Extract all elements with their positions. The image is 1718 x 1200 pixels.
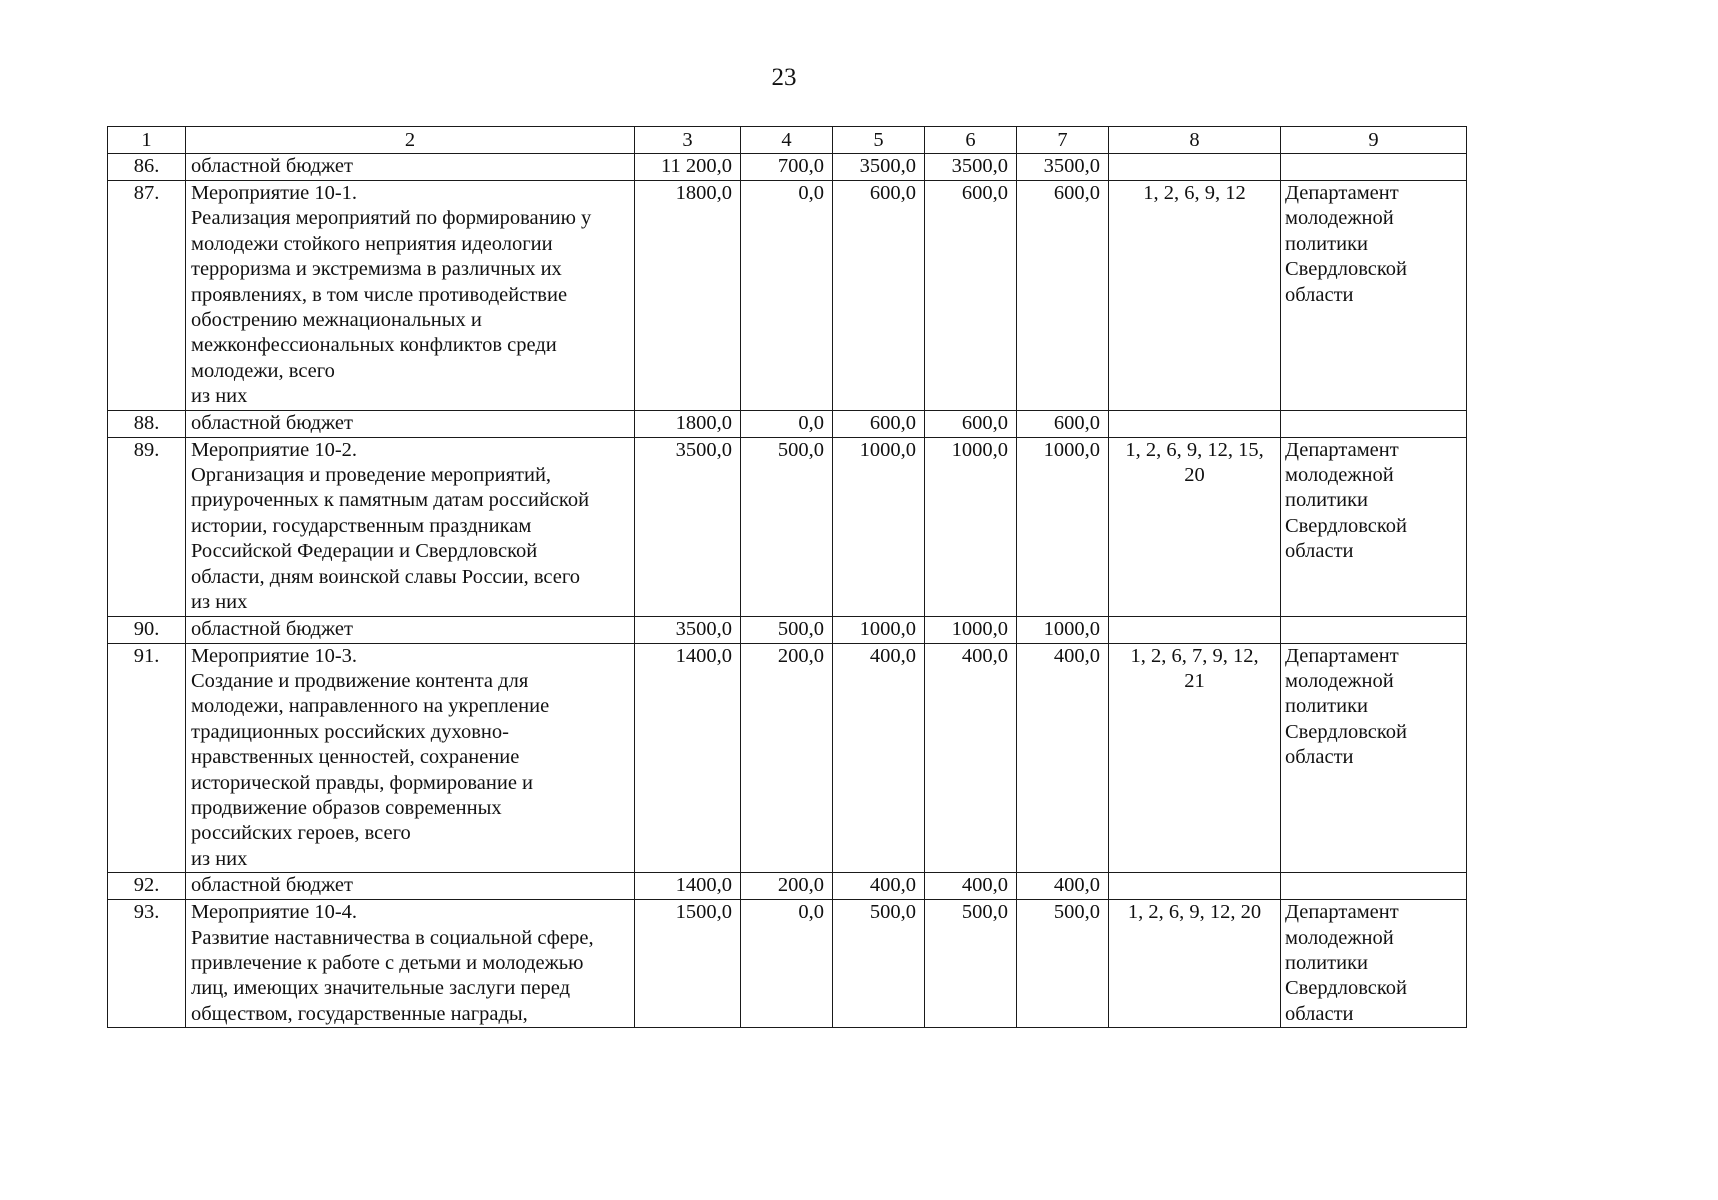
responsible-org-line: области bbox=[1285, 1002, 1354, 1025]
description-line: продвижение образов современных bbox=[191, 796, 502, 819]
description-line: обществом, государственные награды, bbox=[191, 1002, 528, 1025]
amount-cell: 1800,0 bbox=[635, 181, 741, 411]
row-number: 93. bbox=[108, 900, 186, 1028]
amount-cell: 500,0 bbox=[741, 616, 833, 643]
row-number: 88. bbox=[108, 410, 186, 437]
amount-cell: 1000,0 bbox=[1017, 616, 1109, 643]
description-line: традиционных российских духовно- bbox=[191, 720, 509, 743]
amount-cell: 0,0 bbox=[741, 410, 833, 437]
row-number: 86. bbox=[108, 154, 186, 181]
responsible-org-line: Департамент bbox=[1285, 901, 1399, 924]
amount-cell: 3500,0 bbox=[635, 616, 741, 643]
row-number: 87. bbox=[108, 181, 186, 411]
description-line: проявлениях, в том числе противодействие bbox=[191, 283, 568, 306]
amount-cell: 0,0 bbox=[741, 900, 833, 1028]
amount-cell: 3500,0 bbox=[635, 437, 741, 616]
amount-cell: 500,0 bbox=[925, 900, 1017, 1028]
responsible-org-cell bbox=[1281, 873, 1467, 900]
activity-row bbox=[108, 643, 1467, 873]
description-line: истории, государственным праздникам bbox=[191, 514, 532, 537]
description-line: областной бюджет bbox=[191, 155, 353, 177]
header-row bbox=[108, 127, 1467, 154]
row-number: 92. bbox=[108, 873, 186, 900]
description-line: Российской Федерации и Свердловской bbox=[191, 540, 538, 563]
amount-cell: 1000,0 bbox=[833, 616, 925, 643]
amount-cell: 500,0 bbox=[1017, 900, 1109, 1028]
target-indicators-cell bbox=[1109, 181, 1281, 411]
amount-cell: 500,0 bbox=[833, 900, 925, 1028]
amount-cell: 1000,0 bbox=[925, 437, 1017, 616]
target-indicators-cell bbox=[1109, 900, 1281, 1028]
amount-cell: 400,0 bbox=[925, 643, 1017, 873]
budget-row bbox=[108, 616, 1467, 643]
description-cell bbox=[186, 643, 635, 873]
responsible-org-line: Свердловской bbox=[1285, 514, 1408, 537]
amount-cell: 500,0 bbox=[741, 437, 833, 616]
column-header: 6 bbox=[925, 127, 1017, 154]
amount-cell: 1400,0 bbox=[635, 873, 741, 900]
description-line: молодежи, направленного на укрепление bbox=[191, 695, 550, 718]
description-line: обострению межнациональных и bbox=[191, 309, 482, 332]
description-line: Мероприятие 10-2. bbox=[191, 438, 358, 461]
description-line: областной бюджет bbox=[191, 411, 353, 434]
responsible-org-cell bbox=[1281, 643, 1467, 873]
description-line: молодежи, всего bbox=[191, 359, 335, 382]
description-line: из них bbox=[191, 385, 248, 408]
target-indicators-cell bbox=[1109, 643, 1281, 873]
responsible-org-line: политики bbox=[1285, 695, 1369, 718]
target-indicators-cell bbox=[1109, 873, 1281, 900]
responsible-org-cell bbox=[1281, 154, 1467, 181]
description-line: молодежи стойкого неприятия идеологии bbox=[191, 232, 553, 255]
amount-cell: 1000,0 bbox=[833, 437, 925, 616]
amount-cell: 700,0 bbox=[741, 154, 833, 181]
responsible-org-line: политики bbox=[1285, 232, 1369, 255]
amount-cell: 600,0 bbox=[833, 181, 925, 411]
description-line: Мероприятие 10-1. bbox=[191, 182, 358, 204]
description-line: из них bbox=[191, 847, 248, 870]
amount-cell: 3500,0 bbox=[925, 154, 1017, 181]
amount-cell: 11 200,0 bbox=[635, 154, 741, 181]
amount-cell: 400,0 bbox=[833, 643, 925, 873]
description-line: терроризма и экстремизма в различных их bbox=[191, 258, 562, 281]
column-header: 7 bbox=[1017, 127, 1109, 154]
description-line: приуроченных к памятным датам российской bbox=[191, 489, 590, 512]
description-line: области, дням воинской славы России, всего bbox=[191, 565, 580, 588]
responsible-org-line: Департамент bbox=[1285, 182, 1399, 204]
responsible-org-line: политики bbox=[1285, 489, 1369, 512]
responsible-org-line: области bbox=[1285, 540, 1354, 563]
description-cell bbox=[186, 154, 635, 181]
description-line: Организация и проведение мероприятий, bbox=[191, 464, 552, 487]
target-indicators-line: 1, 2, 6, 7, 9, 12, bbox=[1130, 644, 1259, 667]
amount-cell: 400,0 bbox=[1017, 643, 1109, 873]
description-line: межконфессиональных конфликтов среди bbox=[191, 334, 557, 357]
description-cell bbox=[186, 437, 635, 616]
description-line: нравственных ценностей, сохранение bbox=[191, 746, 520, 769]
responsible-org-cell bbox=[1281, 410, 1467, 437]
amount-cell: 1000,0 bbox=[925, 616, 1017, 643]
target-indicators-line: 1, 2, 6, 9, 12, 20 bbox=[1127, 901, 1262, 924]
responsible-org-line: Свердловской bbox=[1285, 720, 1408, 743]
responsible-org-line: Свердловской bbox=[1285, 977, 1408, 1000]
column-header: 8 bbox=[1109, 127, 1281, 154]
amount-cell: 200,0 bbox=[741, 643, 833, 873]
column-header: 5 bbox=[833, 127, 925, 154]
responsible-org-line: Департамент bbox=[1285, 644, 1399, 667]
responsible-org-line: молодежной bbox=[1285, 669, 1394, 692]
description-line: Реализация мероприятий по формированию у bbox=[191, 207, 592, 230]
description-line: исторической правды, формирование и bbox=[191, 771, 534, 794]
description-line: российских героев, всего bbox=[191, 822, 411, 845]
description-cell bbox=[186, 410, 635, 437]
responsible-org-line: области bbox=[1285, 283, 1354, 306]
activity-row bbox=[108, 437, 1467, 616]
column-header: 1 bbox=[108, 127, 186, 154]
description-cell bbox=[186, 873, 635, 900]
target-indicators-cell bbox=[1109, 437, 1281, 616]
responsible-org-line: Департамент bbox=[1285, 438, 1399, 461]
column-header: 4 bbox=[741, 127, 833, 154]
responsible-org-line: молодежной bbox=[1285, 926, 1394, 949]
responsible-org-line: молодежной bbox=[1285, 464, 1394, 487]
row-number: 91. bbox=[108, 643, 186, 873]
responsible-org-line: Свердловской bbox=[1285, 258, 1408, 281]
description-cell bbox=[186, 900, 635, 1028]
program-activities-table bbox=[107, 126, 1467, 1028]
description-line: из них bbox=[191, 591, 248, 614]
column-header: 3 bbox=[635, 127, 741, 154]
budget-row bbox=[108, 873, 1467, 900]
description-cell bbox=[186, 616, 635, 643]
target-indicators-line: 20 bbox=[1184, 464, 1205, 487]
amount-cell: 600,0 bbox=[925, 410, 1017, 437]
description-cell bbox=[186, 181, 635, 411]
target-indicators-cell bbox=[1109, 410, 1281, 437]
description-line: лиц, имеющих значительные заслуги перед bbox=[191, 977, 570, 1000]
description-line: областной бюджет bbox=[191, 874, 353, 897]
amount-cell: 400,0 bbox=[833, 873, 925, 900]
target-indicators-cell bbox=[1109, 616, 1281, 643]
amount-cell: 1800,0 bbox=[635, 410, 741, 437]
table-body bbox=[108, 127, 1467, 1028]
column-header: 2 bbox=[186, 127, 635, 154]
target-indicators-cell bbox=[1109, 154, 1281, 181]
amount-cell: 600,0 bbox=[1017, 181, 1109, 411]
responsible-org-cell bbox=[1281, 616, 1467, 643]
responsible-org-cell bbox=[1281, 900, 1467, 1028]
description-line: привлечение к работе с детьми и молодежью bbox=[191, 951, 584, 974]
amount-cell: 400,0 bbox=[925, 873, 1017, 900]
budget-row bbox=[108, 154, 1467, 181]
amount-cell: 600,0 bbox=[1017, 410, 1109, 437]
column-header: 9 bbox=[1281, 127, 1467, 154]
target-indicators-line: 1, 2, 6, 9, 12 bbox=[1143, 182, 1246, 204]
row-number: 89. bbox=[108, 437, 186, 616]
amount-cell: 600,0 bbox=[925, 181, 1017, 411]
description-line: Развитие наставничества в социальной сфере, bbox=[191, 926, 594, 949]
amount-cell: 0,0 bbox=[741, 181, 833, 411]
description-line: Мероприятие 10-4. bbox=[191, 901, 358, 924]
responsible-org-cell bbox=[1281, 437, 1467, 616]
amount-cell: 400,0 bbox=[1017, 873, 1109, 900]
responsible-org-cell bbox=[1281, 181, 1467, 411]
amount-cell: 3500,0 bbox=[1017, 154, 1109, 181]
responsible-org-line: молодежной bbox=[1285, 207, 1394, 230]
responsible-org-line: области bbox=[1285, 746, 1354, 769]
amount-cell: 1000,0 bbox=[1017, 437, 1109, 616]
responsible-org-line: политики bbox=[1285, 951, 1369, 974]
amount-cell: 1500,0 bbox=[635, 900, 741, 1028]
description-line: Создание и продвижение контента для bbox=[191, 669, 529, 692]
amount-cell: 200,0 bbox=[741, 873, 833, 900]
description-line: областной бюджет bbox=[191, 617, 353, 640]
row-number: 90. bbox=[108, 616, 186, 643]
budget-row bbox=[108, 410, 1467, 437]
target-indicators-line: 1, 2, 6, 9, 12, 15, bbox=[1125, 438, 1264, 461]
amount-cell: 3500,0 bbox=[833, 154, 925, 181]
amount-cell: 1400,0 bbox=[635, 643, 741, 873]
amount-cell: 600,0 bbox=[833, 410, 925, 437]
target-indicators-line: 21 bbox=[1184, 669, 1205, 692]
page-number: 23 bbox=[771, 64, 797, 91]
activity-row bbox=[108, 900, 1467, 1028]
description-line: Мероприятие 10-3. bbox=[191, 644, 358, 667]
activity-row bbox=[108, 181, 1467, 411]
